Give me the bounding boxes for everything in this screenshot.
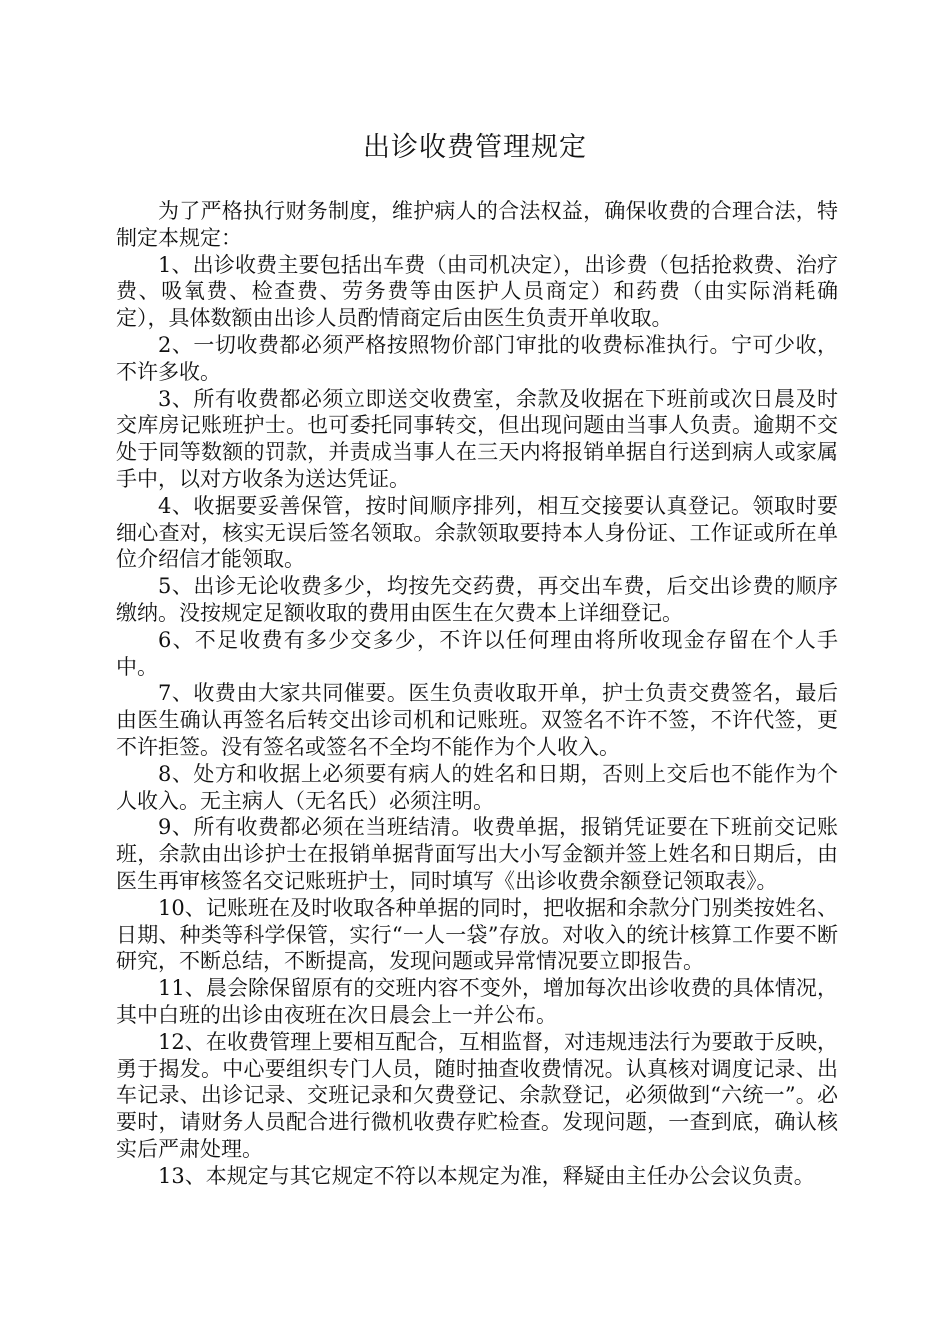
rule-paragraph-10: 10、记账班在及时收取各种单据的同时，把收据和余款分门别类按姓名、日期、种类等科学保管，实行“一人一袋”存放。对收入的统计核算工作要不断研究，不断总结，不断提高，发现问题或异常情况要立即报告。 <box>116 895 838 974</box>
rule-paragraph-9: 9、所有收费都必须在当班结清。收费单据，报销凭证要在下班前交记账班，余款由出诊护士在报销单据背面写出大小写金额并签上姓名和日期后，由医生再审核签名交记账班护士，同时填写《出诊收费余额登记领取表》。 <box>116 815 838 893</box>
rule-paragraph-4: 4、收据要妥善保管，按时间顺序排列，相互交接要认真登记。领取时要细心查对，核实无误后签名领取。余款领取要持本人身份证、工作证或所在单位介绍信才能领取。 <box>116 493 838 572</box>
rule-paragraph-5: 5、出诊无论收费多少，均按先交药费，再交出车费，后交出诊费的顺序缴纳。没按规定足额收取的费用由医生在欠费本上详细登记。 <box>116 574 838 625</box>
rule-paragraph-13: 13、本规定与其它规定不符以本规定为准，释疑由主任办公会议负责。 <box>158 1163 815 1188</box>
document-body <box>116 198 838 1189</box>
rule-paragraph-7: 7、收费由大家共同催要。医生负责收取开单，护士负责交费签名，最后由医生确认再签名后转交出诊司机和记账班。双签名不许不签，不许代签，更不许拒签。没有签名或签名不全均不能作为个人收入。 <box>116 681 838 759</box>
rule-paragraph-1: 1、出诊收费主要包括出车费（由司机决定），出诊费（包括抢救费、治疗费、吸氧费、检查费、劳务费等由医护人员商定）和药费（由实际消耗确定），具体数额由出诊人员酌情商定后由医生负责开单收取。 <box>116 252 838 331</box>
rule-paragraph-11: 11、晨会除保留原有的交班内容不变外，增加每次出诊收费的具体情况，其中白班的出诊由夜班在次日晨会上一并公布。 <box>116 976 838 1027</box>
rule-paragraph-12: 12、在收费管理上要相互配合，互相监督，对违规违法行为要敢于反映，勇于揭发。中心要组织专门人员，随时抽查收费情况。认真核对调度记录、出车记录、出诊记录、交班记录和欠费登记、余款登记，必须做到“六统一”。必要时，请财务人员配合进行微机收费存贮检查。发现问题，一查到底，确认核实后严肃处理。 <box>116 1029 838 1161</box>
document-title: 出诊收费管理规定 <box>363 132 587 163</box>
intro-paragraph: 为了严格执行财务制度，维护病人的合法权益，确保收费的合理合法，特制定本规定： <box>116 199 838 250</box>
rule-paragraph-8: 8、处方和收据上必须要有病人的姓名和日期，否则上交后也不能作为个人收入。无主病人（无名氏）必须注明。 <box>116 761 838 813</box>
rule-paragraph-6: 6、不足收费有多少交多少，不许以任何理由将所收现金存留在个人手中。 <box>116 627 838 679</box>
rule-paragraph-2: 2、一切收费都必须严格按照物价部门审批的收费标准执行。宁可少收，不许多收。 <box>116 332 838 384</box>
rule-paragraph-3: 3、所有收费都必须立即送交收费室，余款及收据在下班前或次日晨及时交库房记账班护士。也可委托同事转交，但出现问题由当事人负责。逾期不交处于同等数额的罚款，并责成当事人在三天内将报销单据自行送到病人或家属手中，以对方收条为送达凭证。 <box>116 386 838 491</box>
